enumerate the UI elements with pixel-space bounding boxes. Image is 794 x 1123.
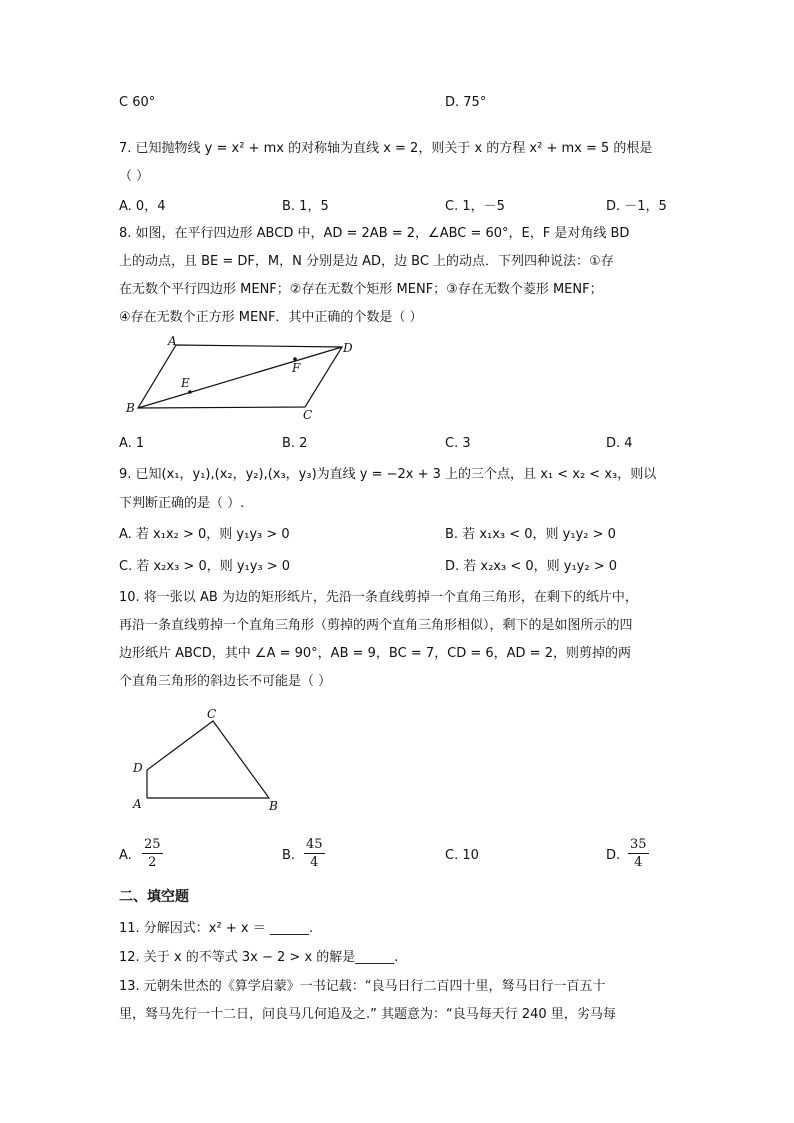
q9-option-b: B. 若 x₁x₃ < 0，则 y₁y₂ > 0	[445, 527, 616, 542]
q10-line-4: 个直角三角形的斜边长不可能是（ ）	[119, 674, 332, 689]
label-c: C	[303, 408, 313, 422]
q10-option-a-letter: A.	[119, 848, 132, 863]
q7-option-a: A. 0，4	[119, 199, 166, 214]
q10-line-2: 再沿一条直线剪掉一个直角三角形（剪掉的两个直角三角形相似），剩下的是如图所示的四	[119, 618, 633, 633]
q8-line-4: ④存在无数个正方形 MENF．其中正确的个数是（ ）	[119, 310, 423, 325]
q8-parallelogram-figure	[120, 333, 365, 425]
q10-quadrilateral-figure	[125, 703, 290, 815]
label-b: B	[126, 401, 135, 415]
q10-option-b-letter: B.	[282, 848, 296, 863]
q7-stem: 7. 已知抛物线 y = x² + mx 的对称轴为直线 x = 2，则关于 x 的方程 x² + mx = 5 的根是	[119, 141, 653, 156]
label-d: D	[343, 341, 353, 355]
q10-line-3: 边形纸片 ABCD，其中 ∠A = 90°，AB = 9，BC = 7，CD = 6，AD = 2，则剪掉的两	[119, 646, 631, 661]
label-d: D	[133, 761, 143, 775]
q10-option-d-fraction	[628, 836, 649, 871]
q10-option-b-fraction	[304, 836, 325, 871]
q9-option-d: D. 若 x₂x₃ < 0，则 y₁y₂ > 0	[445, 559, 618, 574]
point-e	[188, 390, 192, 394]
q6-option-c: C 60°	[119, 95, 156, 110]
q9-line-2: 下判断正确的是（ ）.	[119, 496, 245, 511]
q7-option-b: B. 1，5	[282, 199, 329, 214]
q9-option-c: C. 若 x₂x₃ > 0，则 y₁y₃ > 0	[119, 559, 291, 574]
q10-option-a-fraction	[142, 836, 163, 871]
q12: 12. 关于 x 的不等式 3x − 2 > x 的解是______.	[119, 950, 399, 965]
label-a: A	[133, 797, 142, 811]
label-f: F	[292, 361, 301, 375]
quadrilateral-abcd	[147, 721, 269, 798]
q9-line-1: 9. 已知(x₁，y₁),(x₂，y₂),(x₃，y₃)为直线 y = −2x + 3 上的三个点，且 x₁ < x₂ < x₃，则以	[119, 467, 657, 482]
q13-line-2: 里，驽马先行一十二日，问良马几何追及之.” 其题意为：“良马每天行 240 里，劣马每	[119, 1007, 616, 1022]
q8-line-3: 在无数个平行四边形 MENF；②存在无数个矩形 MENF；③存在无数个菱形 MENF；	[119, 282, 603, 297]
label-a: A	[168, 334, 177, 348]
q13-line-1: 13. 元朝朱世杰的《算学启蒙》一书记载：“良马日行二百四十里，驽马日行一百五十	[119, 979, 606, 994]
section-title-fill-in: 二、填空题	[119, 889, 189, 905]
q10-option-d-denominator: 4	[634, 855, 643, 870]
q10-option-b-denominator: 4	[310, 855, 319, 870]
q7-option-c: C. 1，－5	[445, 199, 505, 214]
q10-option-d-numerator: 35	[630, 837, 647, 852]
q7-option-d: D. －1，5	[606, 199, 667, 214]
q10-option-d-letter: D.	[606, 848, 621, 863]
q10-option-a-denominator: 2	[148, 855, 157, 870]
q10-option-b-numerator: 45	[306, 837, 323, 852]
q11: 11. 分解因式：x² + x ＝ ______.	[119, 921, 313, 936]
q8-option-d: D. 4	[606, 436, 633, 451]
label-b: B	[269, 799, 278, 813]
q9-option-a: A. 若 x₁x₂ > 0，则 y₁y₃ > 0	[119, 527, 290, 542]
q8-option-c: C. 3	[445, 436, 471, 451]
q6-option-d: D. 75°	[445, 95, 487, 110]
q10-option-c: C. 10	[445, 848, 479, 863]
q8-line-2: 上的动点，且 BE = DF，M，N 分别是边 AD，边 BC 上的动点．下列四种说法：①存	[119, 254, 614, 269]
q8-option-b: B. 2	[282, 436, 308, 451]
label-e: E	[181, 376, 190, 390]
q10-line-1: 10. 将一张以 AB 为边的矩形纸片，先沿一条直线剪掉一个直角三角形，在剩下的纸片中，	[119, 590, 638, 605]
q10-option-a-numerator: 25	[144, 837, 161, 852]
label-c: C	[207, 707, 217, 721]
q8-line-1: 8. 如图，在平行四边形 ABCD 中，AD = 2AB = 2，∠ABC = 60°，E，F 是对角线 BD	[119, 226, 630, 241]
q8-option-a: A. 1	[119, 436, 145, 451]
q7-paren: （ ）	[119, 169, 150, 184]
